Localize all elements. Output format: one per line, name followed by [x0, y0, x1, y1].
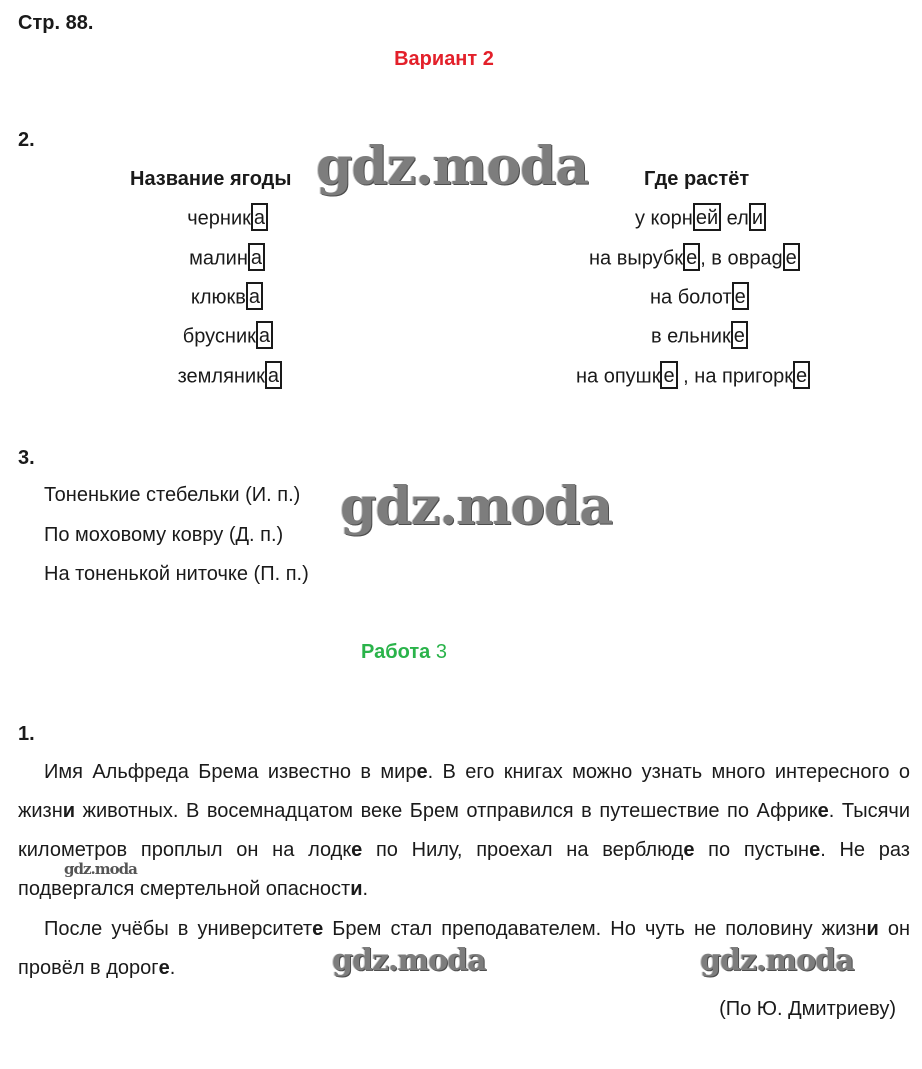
place-row: на вырубк е , в оврag е	[589, 247, 800, 271]
task-1-number: 1.	[18, 723, 35, 745]
berry-row: клюкв а	[191, 286, 263, 310]
watermark-logo: gdz.moda	[316, 136, 589, 197]
section-title: Работа 3	[361, 641, 447, 663]
watermark-logo: gdz.moda	[700, 943, 854, 978]
berry-row: малин а	[189, 247, 265, 271]
phrase-line: Тоненькие стебельки (И. п.)	[44, 484, 301, 506]
place-row: на опушк е , на пригорк е	[576, 365, 810, 389]
place-row: на болот е	[650, 286, 749, 310]
berry-row: черник а	[187, 207, 268, 231]
phrase-line: На тоненькой ниточке (П. п.)	[44, 563, 309, 585]
place-row: у корн ей ел и	[635, 207, 766, 231]
page-number: Стр. 88.	[18, 12, 94, 34]
watermark-logo: gdz.moda	[340, 476, 613, 537]
place-row: в ельник е	[651, 325, 748, 349]
berry-row: брусник а	[183, 325, 273, 349]
watermark-logo: gdz.moda	[332, 943, 486, 978]
phrase-line: По моховому ковру (Д. п.)	[44, 524, 284, 546]
variant-title: Вариант 2	[394, 48, 494, 70]
watermark-logo: gdz.moda	[64, 860, 137, 878]
author-credit: (По Ю. Дмитриеву)	[719, 998, 896, 1020]
berry-column-header: Название ягоды	[130, 168, 292, 190]
text-paragraph-1: Имя Альфреда Брема известно в мире. В его книгах можно узнать много интересного о жизни животных. В восемнадцатом веке Брем отправился в путешествие по Африке. Тысячи километров проплыл он на лодке по Нилу, проехал на верблюде по пустыне. Не раз подвергался смертельной опасности.	[18, 761, 910, 900]
berry-row: земляник а	[178, 365, 282, 389]
task-3-number: 3.	[18, 447, 35, 469]
place-column-header: Где растёт	[644, 168, 750, 190]
text-paragraph-2: После учёбы в университете Брем стал преподавателем. Но чуть не половину жизни он провёл в дороге.	[18, 918, 910, 979]
task-2-number: 2.	[18, 129, 35, 151]
